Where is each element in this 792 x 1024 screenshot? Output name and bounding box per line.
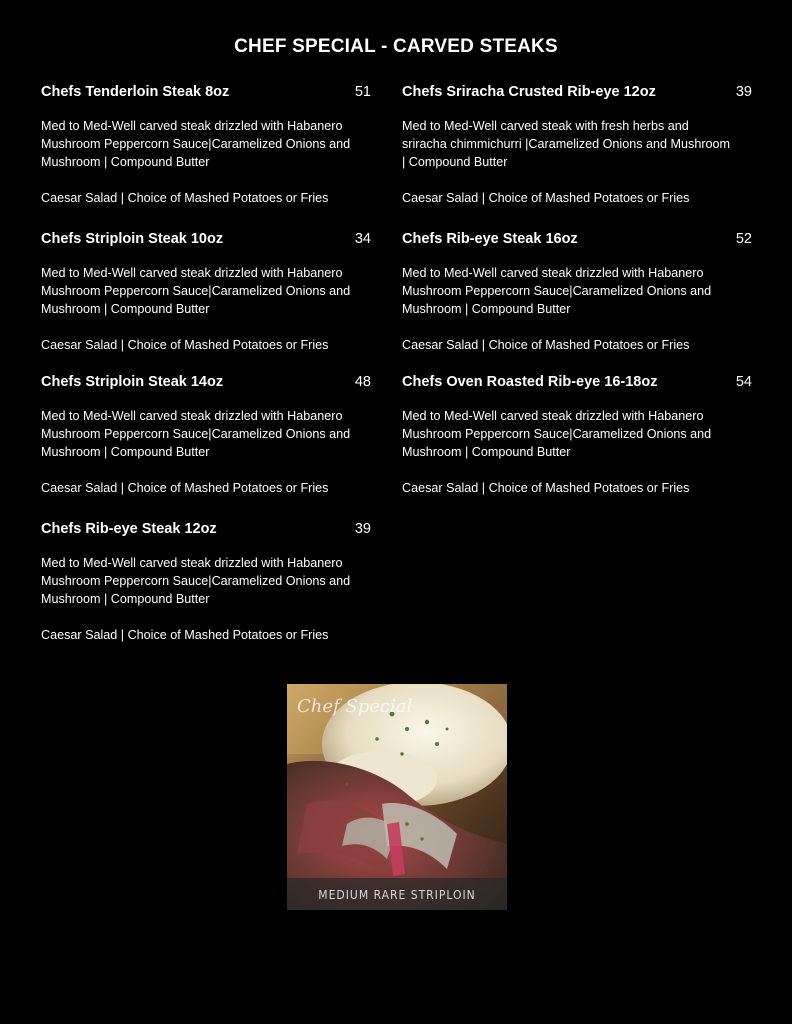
menu-item-description: Med to Med-Well carved steak with fresh herbs and sriracha chimmichurri |Caramelized Onions and Mushroom | Compound Butter xyxy=(402,119,731,169)
menu-item-description: Med to Med-Well carved steak drizzled with Habanero Mushroom Peppercorn Sauce|Caramelized Onions and Mushroom | Compound Butter xyxy=(41,266,351,316)
menu-item-price: 52 xyxy=(735,231,752,247)
menu-item-description: Med to Med-Well carved steak drizzled with Habanero Mushroom Peppercorn Sauce|Caramelized Onions and Mushroom | Compound Butter xyxy=(402,409,712,459)
menu-item-sides: Caesar Salad | Choice of Mashed Potatoes or Fries xyxy=(41,338,329,352)
menu-item xyxy=(402,231,752,354)
menu-item xyxy=(402,84,752,207)
menu-item xyxy=(41,521,371,644)
menu-item-name: Chefs Striploin Steak 14oz xyxy=(41,374,224,390)
menu-item-price: 39 xyxy=(354,521,371,537)
page-title: CHEF SPECIAL - CARVED STEAKS xyxy=(234,36,558,57)
menu-item-name: Chefs Tenderloin Steak 8oz xyxy=(41,84,230,100)
menu-item-sides: Caesar Salad | Choice of Mashed Potatoes or Fries xyxy=(41,628,329,642)
menu-item-price: 54 xyxy=(735,374,752,390)
menu-item-description: Med to Med-Well carved steak drizzled with Habanero Mushroom Peppercorn Sauce|Caramelized Onions and Mushroom | Compound Butter xyxy=(41,556,351,606)
menu-item-price: 34 xyxy=(354,231,371,247)
menu-item xyxy=(41,231,371,354)
menu-item-description: Med to Med-Well carved steak drizzled with Habanero Mushroom Peppercorn Sauce|Caramelized Onions and Mushroom | Compound Butter xyxy=(41,409,351,459)
steak-photo xyxy=(287,684,507,910)
menu-item-name: Chefs Rib-eye Steak 16oz xyxy=(402,231,578,247)
photo-caption: MEDIUM RARE STRIPLOIN xyxy=(318,888,476,902)
menu-item-price: 39 xyxy=(735,84,752,100)
menu-item-description: Med to Med-Well carved steak drizzled with Habanero Mushroom Peppercorn Sauce|Caramelized Onions and Mushroom | Compound Butter xyxy=(402,266,712,316)
menu-item-sides: Caesar Salad | Choice of Mashed Potatoes or Fries xyxy=(402,338,690,352)
menu-item-name: Chefs Rib-eye Steak 12oz xyxy=(41,521,217,537)
menu-item-description: Med to Med-Well carved steak drizzled with Habanero Mushroom Peppercorn Sauce|Caramelized Onions and Mushroom | Compound Butter xyxy=(41,119,351,169)
menu-item-sides: Caesar Salad | Choice of Mashed Potatoes or Fries xyxy=(41,191,329,205)
menu-item-name: Chefs Striploin Steak 10oz xyxy=(41,231,224,247)
menu-item-price: 51 xyxy=(354,84,371,100)
menu-item-name: Chefs Sriracha Crusted Rib-eye 12oz xyxy=(402,84,656,100)
menu-item-sides: Caesar Salad | Choice of Mashed Potatoes or Fries xyxy=(402,191,690,205)
menu-item xyxy=(41,374,371,497)
menu-item xyxy=(41,84,371,207)
menu-item-name: Chefs Oven Roasted Rib-eye 16-18oz xyxy=(402,374,658,390)
menu-item-sides: Caesar Salad | Choice of Mashed Potatoes or Fries xyxy=(41,481,329,495)
menu-item-price: 48 xyxy=(354,374,371,390)
menu-item-sides: Caesar Salad | Choice of Mashed Potatoes or Fries xyxy=(402,481,690,495)
steak-plate-illustration xyxy=(287,684,507,910)
menu-item xyxy=(402,374,752,497)
chef-special-logo: Chef Special xyxy=(297,696,413,717)
